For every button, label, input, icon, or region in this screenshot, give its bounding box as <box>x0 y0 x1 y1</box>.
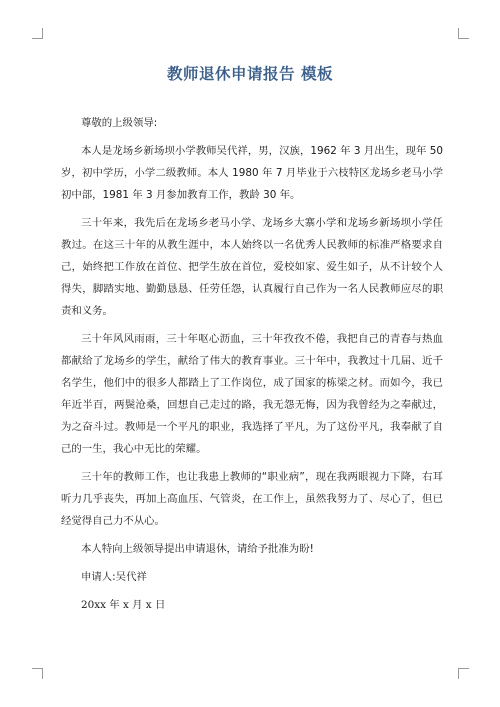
paragraph-request: 本人特向上级领导提出申请退休，请给予批准为盼! <box>81 543 314 555</box>
document-body <box>61 112 443 616</box>
page-corner-mark-top-left <box>32 28 43 39</box>
paragraph-teaching-history: 三十年来，我先后在龙场乡老马小学、龙场乡大寨小学和龙场乡新场坝小学任教过。在这三十年的从教生涯中，本人始终以一名优秀人民教师的标准严格要求自己，始终把工作放在首位、把学生放在首位，爱校如家、爱生如子，从不计较个人得失，脚踏实地、勤勤恳恳、任劳任怨，认真履行自己作为一名人民教师应尽的职责和义务。 <box>61 217 443 317</box>
document-title: 教师退休申请报告 模板 <box>167 65 333 83</box>
paragraph-personal-info: 本人是龙场乡新场坝小学教师吴代祥，男，汉族，1962 年 3 月出生，现年 50 岁，初中学历，小学二级教师。本人 1980 年 7 月毕业于六枝特区龙场乡老马小学初中部，1981 年 3 月参加教育工作，教龄 30 年。 <box>61 145 443 201</box>
page-corner-mark-bottom-right <box>458 668 469 679</box>
paragraph-health: 三十年的教师工作，也让我患上教师的“职业病”，现在我两眼视力下降，右耳听力几乎丧失，再加上高血压、气管炎，在工作上，虽然我努力了、尽心了，但已经觉得自己力不从心。 <box>61 471 443 527</box>
applicant-signature: 申请人:吴代祥 <box>81 571 147 583</box>
page-corner-mark-bottom-left <box>32 668 43 679</box>
application-date: 20xx 年 x 月 x 日 <box>81 599 166 611</box>
paragraph-dedication: 三十年风风雨雨，三十年呕心沥血，三十年孜孜不倦，我把自己的青春与热血都献给了龙场乡的学生，献给了伟大的教育事业。三十年中，我教过十几届、近千名学生，他们中的很多人都踏上了工作岗位，成了国家的栋梁之材。而如今，我已年近半百，两鬓沧桑，回想自己走过的路，我无怨无悔，因为我曾经为之奉献过，为之奋斗过。教师是一个平凡的职业，我选择了平凡，为了这份平凡，我奉献了自己的一生，我心中无比的荣耀。 <box>61 333 443 455</box>
salutation: 尊敬的上级领导: <box>81 117 158 129</box>
page-corner-mark-top-right <box>458 28 469 39</box>
